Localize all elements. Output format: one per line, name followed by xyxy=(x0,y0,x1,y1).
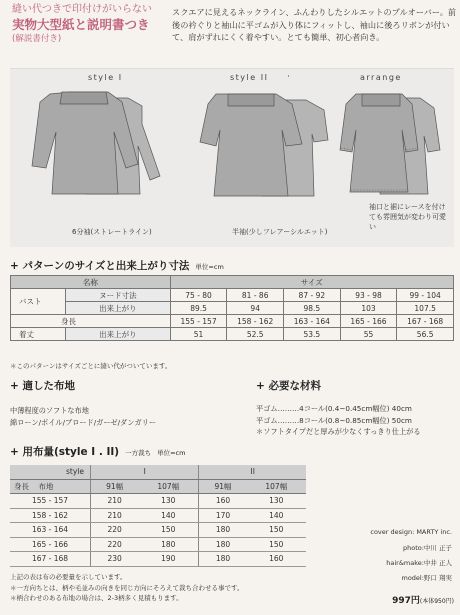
row-finished: 出来上がり xyxy=(66,302,171,315)
length-5: 56.5 xyxy=(397,328,454,341)
fabric-marker: + xyxy=(10,380,23,392)
height-4: 165 - 166 xyxy=(340,315,397,328)
materials-marker: + xyxy=(256,380,269,392)
table-row xyxy=(10,508,306,523)
width-1: 91幅 xyxy=(91,479,139,494)
tagline-line1: 縫い代つきで印付けがいらない xyxy=(12,4,152,15)
bust-finished-1: 89.5 xyxy=(170,302,227,315)
row-length-finished: 出来上がり xyxy=(66,328,171,341)
header-name: 名称 xyxy=(11,276,171,289)
row-nude: ヌード寸法 xyxy=(66,289,171,302)
cell: 130 xyxy=(138,494,199,509)
cell: 150 xyxy=(247,537,306,552)
size-section-title: + パターンのサイズと出来上がり寸法 単位=cm xyxy=(10,260,224,272)
cell: 210 xyxy=(91,494,139,509)
row-height: 158 - 162 xyxy=(10,508,91,523)
size-table xyxy=(10,275,454,341)
width-2: 107幅 xyxy=(138,479,199,494)
cell: 140 xyxy=(138,508,199,523)
yardage-notes xyxy=(10,572,243,604)
cell: 220 xyxy=(91,537,139,552)
length-2: 52.5 xyxy=(227,328,284,341)
intro-text: スクエアに見えるネックライン、ふんわりしたシルエットのプルオーバー。前後の衿ぐりと袖山に平ゴムが入り体にフィットし、袖山に後ろリボンが付いて、肩がずれにくく着やすい。とても簡単、初心者向き。 xyxy=(172,7,457,42)
height-2: 158 - 162 xyxy=(227,315,284,328)
fabric-title: + 適した布地 xyxy=(10,380,75,392)
row-length: 着丈 xyxy=(11,328,66,341)
yardage-title: + 用布量(style I . II) 一方裁ち 単位=cm xyxy=(10,446,186,458)
cell: 180 xyxy=(199,552,247,567)
cell: 140 xyxy=(247,508,306,523)
cell: 220 xyxy=(91,523,139,538)
width-3: 91幅 xyxy=(199,479,247,494)
fabric-lines xyxy=(10,405,156,428)
cell: 230 xyxy=(91,552,139,567)
size-note: ＊このパターンはサイズごとに縫い代がついています。 xyxy=(10,362,172,370)
dot-mark: · xyxy=(287,72,290,82)
size-section-marker: + xyxy=(10,260,23,272)
tagline-line2: 実物大型紙と説明書つき xyxy=(12,17,150,32)
table-row xyxy=(10,523,306,538)
nude-1: 75 - 80 xyxy=(170,289,227,302)
material-line: 平ゴム………8コール(0.8~0.85cm幅位) 50cm xyxy=(256,415,412,425)
style2-caption: 半袖(少しフレアーシルエット) xyxy=(232,228,328,236)
bust-finished-5: 107.5 xyxy=(397,302,454,315)
price xyxy=(392,593,454,606)
tagline-line3: (解説書付き) xyxy=(12,34,62,44)
table-row xyxy=(10,494,306,509)
fabric-line: 中薄程度のソフトな布地 xyxy=(10,406,89,415)
arrange-label: arrange xyxy=(360,73,402,82)
length-1: 51 xyxy=(170,328,227,341)
cell: 150 xyxy=(247,523,306,538)
row-bust: バスト xyxy=(11,289,66,315)
style1-label: style I xyxy=(88,73,123,82)
materials-lines xyxy=(256,403,421,438)
height-1: 155 - 157 xyxy=(170,315,227,328)
cell: 160 xyxy=(199,494,247,509)
nude-4: 93 - 98 xyxy=(340,289,397,302)
bust-finished-4: 103 xyxy=(340,302,397,315)
bust-finished-2: 94 xyxy=(227,302,284,315)
cell: 170 xyxy=(199,508,247,523)
yardage-table xyxy=(10,465,306,567)
height-fabric-label: 身長 布地 xyxy=(10,479,91,494)
nude-3: 87 - 92 xyxy=(284,289,341,302)
cell: 130 xyxy=(247,494,306,509)
cell: 150 xyxy=(138,523,199,538)
credit-model: model:野口 翔実 xyxy=(401,574,452,582)
yardage-note: ＊一方向ちとは、柄や毛並みの向きを同じ方向にそろえて裁ち合わせる事です。 xyxy=(10,583,244,592)
style-label: style xyxy=(10,465,91,479)
height-3: 163 - 164 xyxy=(284,315,341,328)
materials-title: + 必要な材料 xyxy=(256,380,321,392)
style2-label: style II xyxy=(230,73,269,82)
row-height: 155 - 157 xyxy=(10,494,91,509)
length-3: 53.5 xyxy=(284,328,341,341)
tagline xyxy=(12,2,172,47)
price-main: 997円 xyxy=(392,596,420,606)
cell: 160 xyxy=(247,552,306,567)
header-size: サイズ xyxy=(170,276,453,289)
material-line: ＊ソフトタイプだと厚みが少なくすっきり仕上がる xyxy=(256,427,421,436)
yardage-marker: + xyxy=(10,446,23,458)
table-row xyxy=(10,537,306,552)
style1-head: I xyxy=(91,465,199,479)
material-line: 平ゴム………4コール(0.4~0.45cm幅位) 40cm xyxy=(256,404,412,413)
style2-head: II xyxy=(199,465,306,479)
cell: 180 xyxy=(199,523,247,538)
credit-photo: photo:中川 正子 xyxy=(402,544,452,552)
row-height: 167 - 168 xyxy=(10,552,91,567)
style1-caption: 6分袖(ストレートライン) xyxy=(72,228,152,236)
cell: 180 xyxy=(199,537,247,552)
width-4: 107幅 xyxy=(247,479,306,494)
row-height: 163 - 164 xyxy=(10,523,91,538)
credit-hair: hair&make:中井 正人 xyxy=(386,559,452,567)
nude-2: 81 - 86 xyxy=(227,289,284,302)
price-tax: (本体950円) xyxy=(419,598,454,605)
length-4: 55 xyxy=(340,328,397,341)
yardage-note: 上記の表は布の必要量を示しています。 xyxy=(10,573,127,581)
bust-finished-3: 98.5 xyxy=(284,302,341,315)
credit-cover: cover design: MARTY inc. xyxy=(370,528,452,536)
cell: 190 xyxy=(138,552,199,567)
nude-5: 99 - 104 xyxy=(397,289,454,302)
yardage-note: ＊柄合わせのある布地の場合は、2-3柄多く見積もります。 xyxy=(10,594,183,602)
height-5: 167 - 168 xyxy=(397,315,454,328)
cell: 210 xyxy=(91,508,139,523)
cell: 180 xyxy=(138,537,199,552)
row-height: 身長 xyxy=(11,315,171,328)
table-row xyxy=(10,552,306,567)
row-height: 165 - 166 xyxy=(10,537,91,552)
arrange-caption: 袖口と裾にレースを付けても雰囲気が変わり可愛い xyxy=(369,203,446,231)
fabric-line: 綿ローン/ボイル/ブロード/ガーゼ/ダンガリー xyxy=(10,417,157,427)
